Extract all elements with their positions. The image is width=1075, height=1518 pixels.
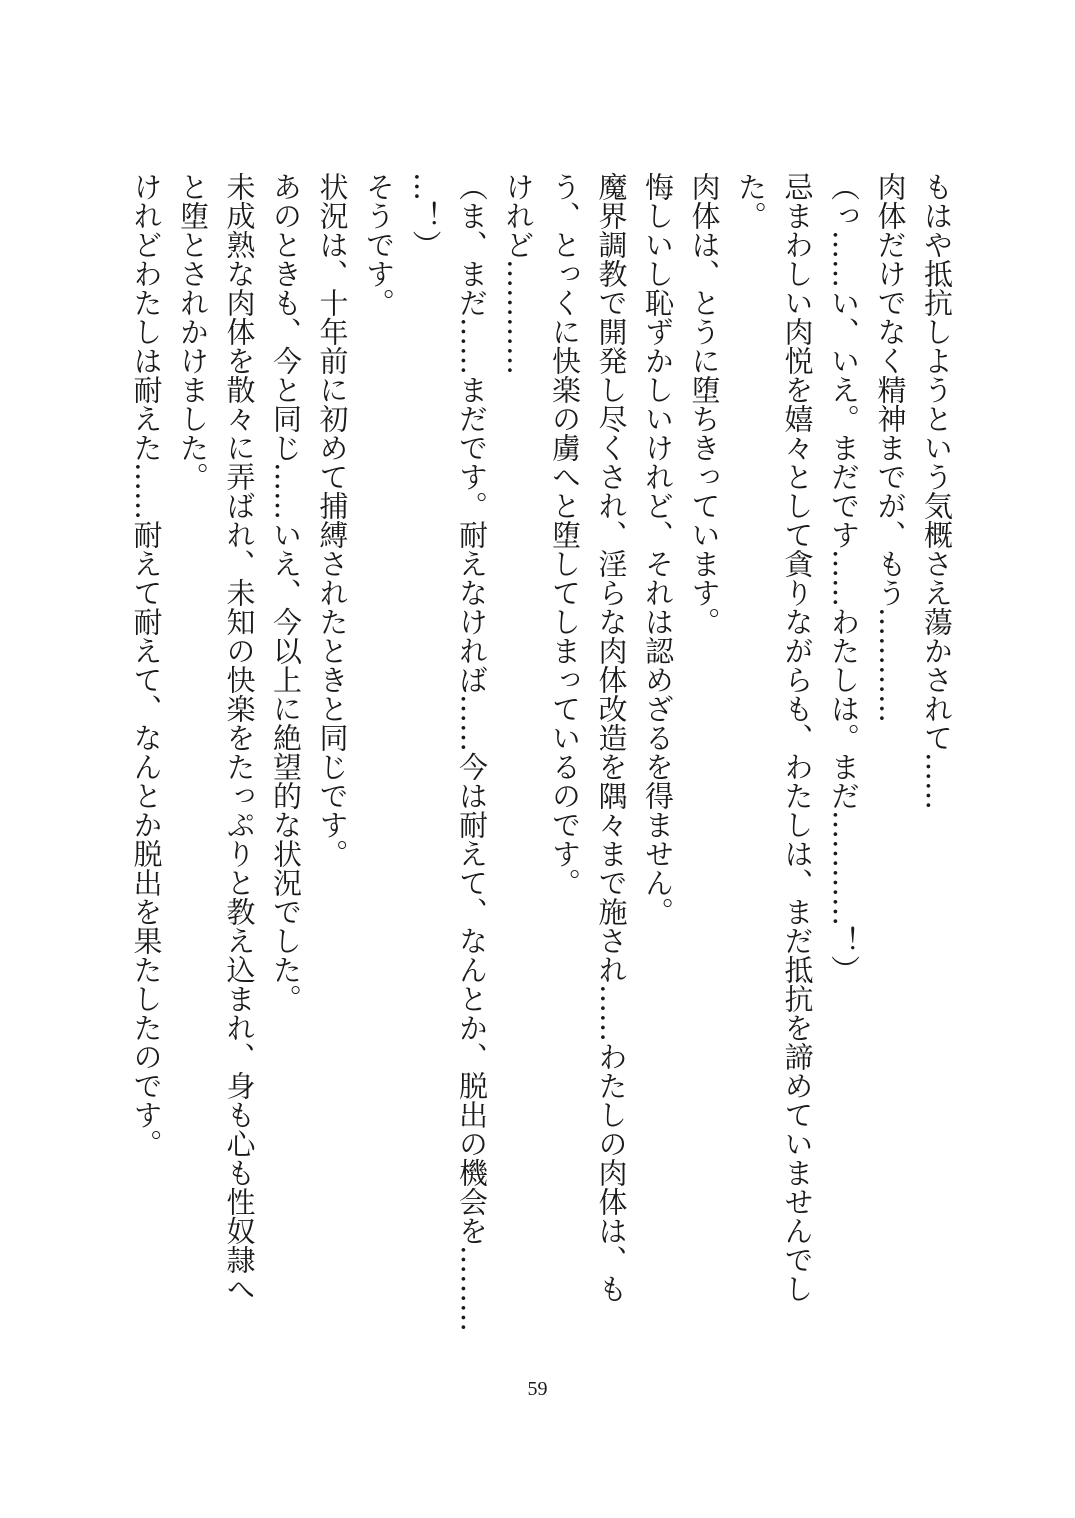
text-line: う、とっくに快楽の虜へと堕してしまっているのです。 <box>548 172 582 897</box>
text-line: 状況は、十年前に初めて捕縛されたときと同じです。 <box>315 172 350 868</box>
text-line: けれどわたしは耐えた……耐えて耐えて、なんとか脱出を果たしたのです。 <box>129 172 164 1158</box>
text-line: と堕とされかけました。 <box>176 172 210 491</box>
text-line: （ま、まだ……まだです。耐えなければ……今は耐えて、なんとか、脱出の機会を……… <box>455 172 489 1332</box>
text-line: 肉体だけでなく精神までが、もう………… <box>873 172 908 723</box>
text-line: そうです。 <box>362 172 396 317</box>
text-line: 忌まわしい肉悦を嬉々として貪りながらも、わたしは、まだ抵抗を諦めていませんでし <box>780 172 815 1303</box>
text-line: けれど………… <box>501 172 536 375</box>
text-line: 魔界調教で開発し尽くされ、淫らな肉体改造を隅々まで施され……わたしの肉体は、も <box>594 172 629 1303</box>
text-line: （っ……い、いえ。まだです……わたしは。まだ…………！） <box>827 172 861 984</box>
text-line: あのときも、今と同じ……いえ、今以上に絶望的な状況でした。 <box>269 172 303 1013</box>
vertical-text-body <box>129 172 960 1332</box>
text-line: …！） <box>408 172 443 259</box>
text-line: もはや抵抗しようという気概さえ蕩かされて…… <box>920 172 954 810</box>
text-line: 未成熟な肉体を散々に弄ばれ、未知の快楽をたっぷりと教え込まれ、身も心も性奴隷へ <box>222 172 257 1303</box>
text-line: た。 <box>734 172 768 230</box>
text-line: 悔しいし恥ずかしいけれど、それは認めざるを得ません。 <box>641 172 675 926</box>
page-number: 59 <box>527 1378 548 1400</box>
text-line: 肉体は、とうに堕ちきっています。 <box>687 172 722 636</box>
